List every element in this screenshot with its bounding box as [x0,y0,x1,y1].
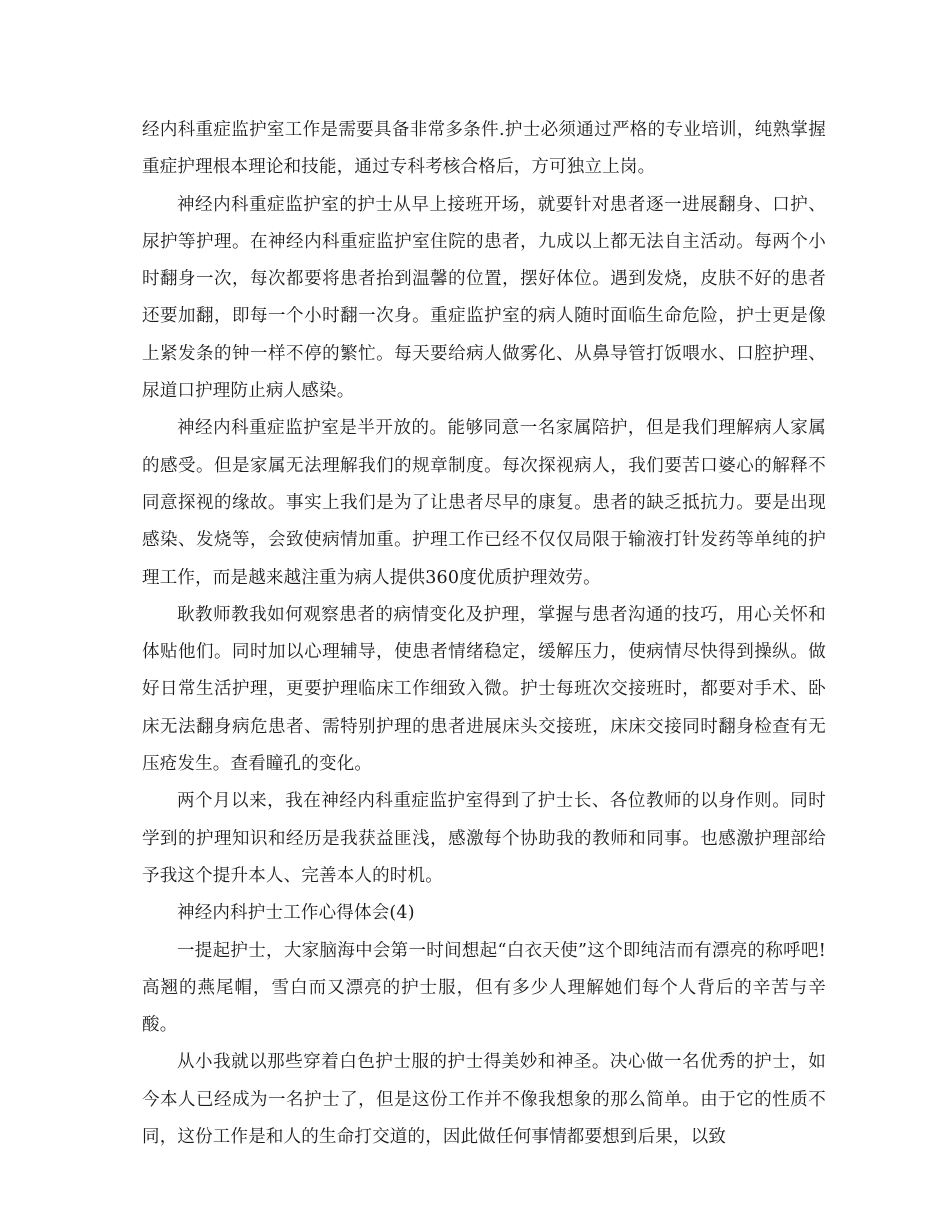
paragraph-5: 两个月以来，我在神经内科重症监护室得到了护士长、各位教师的以身作则。同时学到的护理知识和经历是我获益匪浅，感激每个协助我的教师和同事。也感激护理部给予我这个提升本人、完善本人的时机。 [142,791,826,886]
paragraph-2: 神经内科重症监护室的护士从早上接班开场，就要针对患者逐一进展翻身、口护、尿护等护理。在神经内科重症监护室住院的患者，九成以上都无法自主活动。每两个小时翻身一次，每次都要将患者抬到温馨的位置，摆好体位。遇到发烧，皮肤不好的患者还要加翻，即每一个小时翻一次身。重症监护室的病人随时面临生命危险，护士更是像上紧发条的钟一样不停的繁忙。每天要给病人做雾化、从鼻导管打饭喂水、口腔护理、尿道口护理防止病人感染。 [142,194,826,402]
section-heading: 神经内科护士工作心得体会(4) [177,903,415,924]
paragraph-3: 神经内科重症监护室是半开放的。能够同意一名家属陪护，但是我们理解病人家属的感受。但是家属无法理解我们的规章制度。每次探视病人，我们要苦口婆心的解释不同意探视的缘故。事实上我们是为了让患者尽早的康复。患者的缺乏抵抗力。要是出现感染、发烧等，会致使病情加重。护理工作已经不仅仅局限于输液打针发药等单纯的护理工作，而是越来越注重为病人提供360度优质护理效劳。 [142,418,826,588]
paragraph-4: 耿教师教我如何观察患者的病情变化及护理，掌握与患者沟通的技巧，用心关怀和体贴他们。同时加以心理辅导，使患者情绪稳定，缓解压力，使病情尽快得到操纵。做好日常生活护理，更要护理临床工作细致入微。护士每班次交接班时，都要对手术、卧床无法翻身病危患者、需特别护理的患者进展床头交接班，床床交接同时翻身检查有无压疮发生。查看瞳孔的变化。 [142,604,826,775]
paragraph-1: 经内科重症监护室工作是需要具备非常多条件.护士必须通过严格的专业培训，纯熟掌握重症护理根本理论和技能，通过专科考核合格后，方可独立上岗。 [142,120,826,178]
paragraph-6: 一提起护士，大家脑海中会第一时间想起“白衣天使”这个即纯洁而有漂亮的称呼吧!高翘的燕尾帽，雪白而又漂亮的护士服，但有多少人理解她们每个人背后的辛苦与辛酸。 [142,940,826,1036]
paragraph-7: 从小我就以那些穿着白色护士服的护士得美妙和神圣。决心做一名优秀的护士，如今本人已经成为一名护士了，但是这份工作并不像我想象的那么简单。由于它的性质不同，这份工作是和人的生命打交道的，因此做任何事情都要想到后果，以致 [142,1052,826,1148]
document-body [142,112,826,1156]
